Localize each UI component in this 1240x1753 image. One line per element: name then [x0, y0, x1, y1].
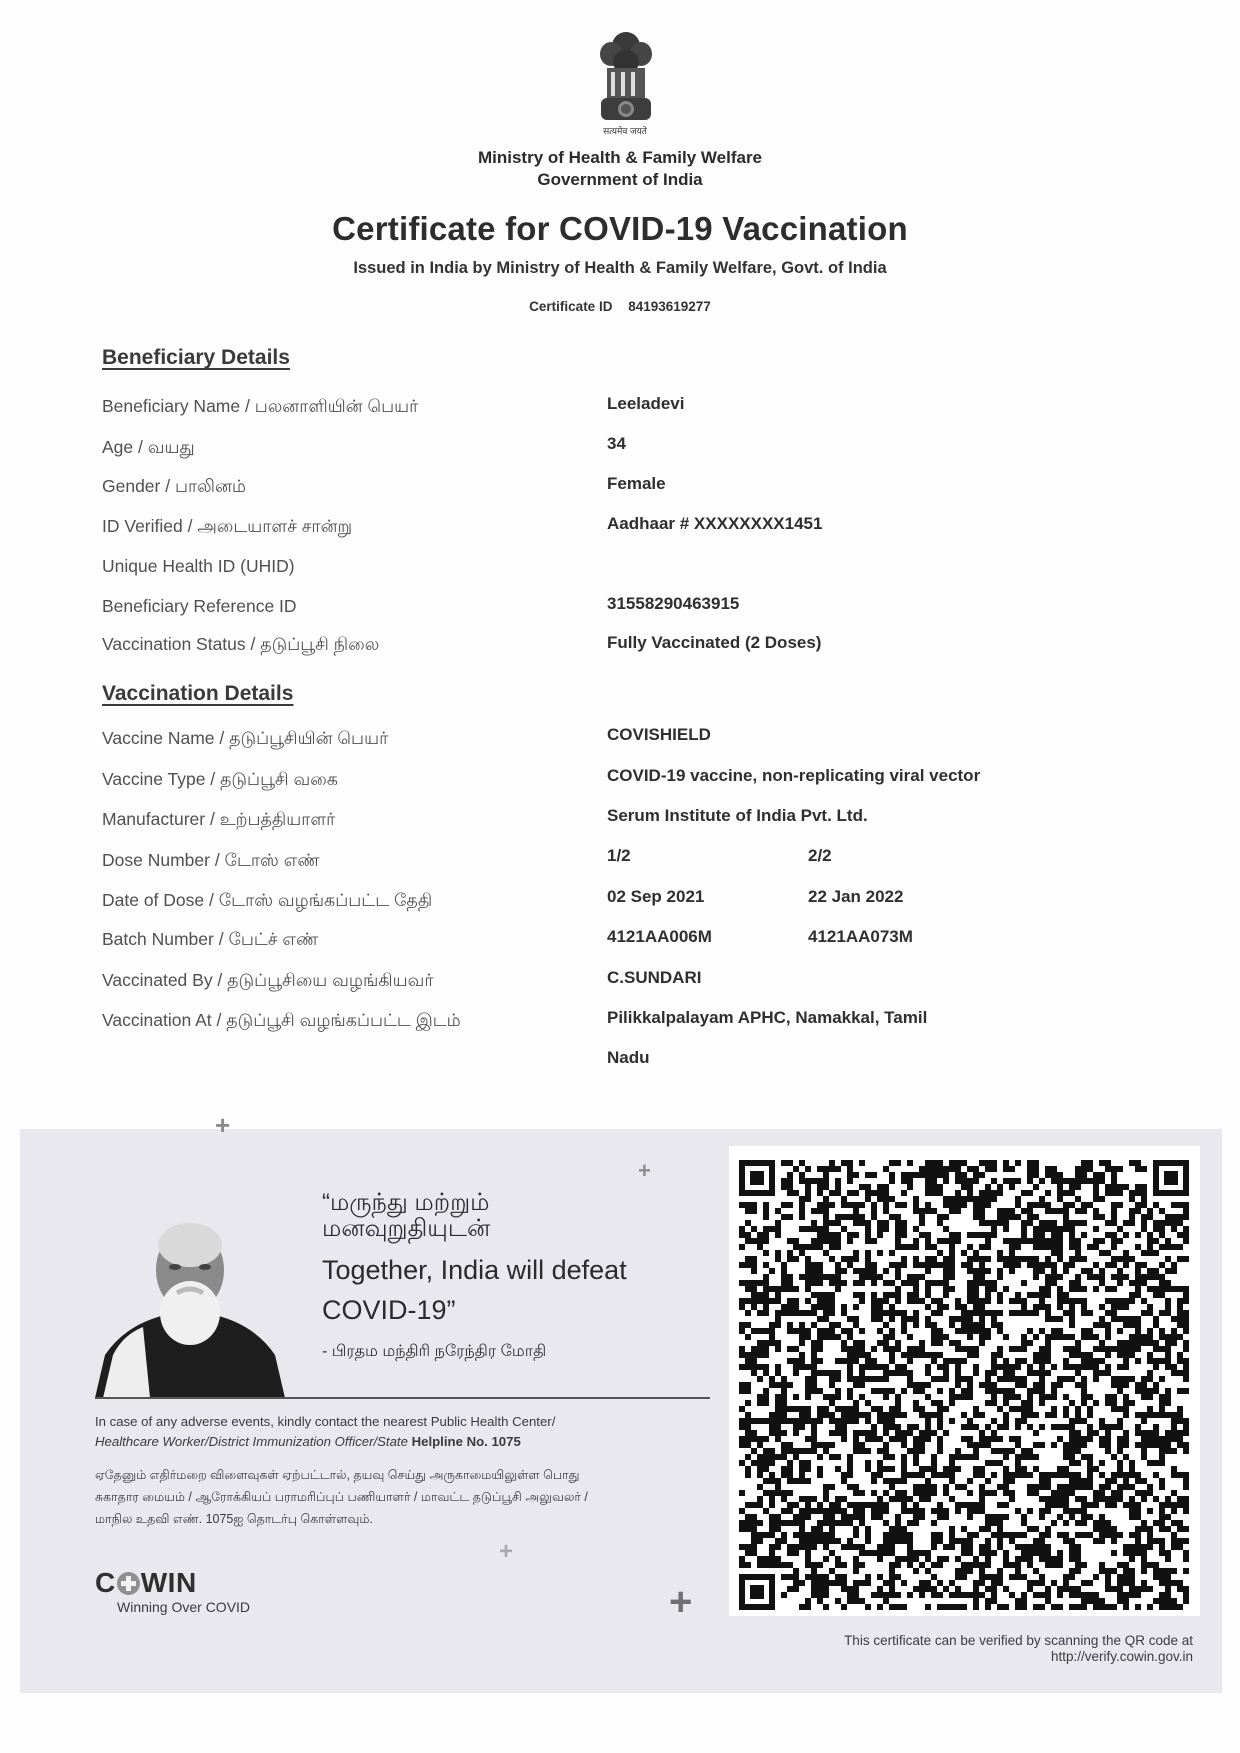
beneficiary-name-label: Beneficiary Name / பலனாளியின் பெயர்: [102, 396, 419, 416]
vaccination-at-label: Vaccination At / தடுப்பூசி வழங்கப்பட்ட இடம்: [102, 1010, 461, 1030]
cowin-logo-win: WIN: [140, 1567, 197, 1598]
certificate-id-label: Certificate ID: [529, 299, 613, 314]
dose-number-2-value: 2/2: [808, 846, 832, 865]
vaccine-type-label: Vaccine Type / தடுப்பூசி வகை: [102, 769, 338, 789]
quote-tamil: [322, 1190, 622, 1242]
adverse-ta-line1: ஏதேனும் எதிர்மறை விளைவுகள் ஏற்பட்டால், தயவு செய்து அருகாமையிலுள்ள பொது: [95, 1468, 580, 1482]
cowin-plus-circle-icon: [117, 1572, 140, 1595]
batch-number-2-value: 4121AA073M: [808, 927, 913, 946]
manufacturer-label: Manufacturer / உற்பத்தியாளர்: [102, 809, 336, 829]
adverse-events-tamil: [95, 1464, 715, 1530]
ministry-name: Ministry of Health & Family Welfare: [477, 148, 763, 167]
qr-code-icon: [739, 1160, 1189, 1610]
plus-decoration-icon: +: [499, 1538, 514, 1565]
id-verified-value: Aadhaar # XXXXXXXX1451: [607, 514, 823, 533]
age-value: 34: [607, 434, 626, 453]
certificate-title: Certificate for COVID-19 Vaccination: [332, 210, 908, 247]
quote-english-line2: COVID-19”: [322, 1295, 456, 1325]
dose-number-1-value: 1/2: [607, 846, 631, 865]
vaccination-at-value-line1: Pilikkalpalayam APHC, Namakkal, Tamil: [607, 1008, 928, 1027]
cowin-logo-c: C: [95, 1567, 116, 1598]
national-emblem-icon: [595, 28, 657, 128]
vaccination-details-heading: Vaccination Details: [102, 682, 294, 705]
beneficiary-name-value: Leeladevi: [607, 394, 685, 413]
beneficiary-details-heading: Beneficiary Details: [102, 346, 290, 369]
date-of-dose-1-value: 02 Sep 2021: [607, 887, 705, 906]
cowin-tagline: Winning Over COVID: [117, 1599, 251, 1615]
quote-attribution: - பிரதம மந்திரி நரேந்திர மோதி: [322, 1343, 547, 1360]
date-of-dose-2-value: 22 Jan 2022: [808, 887, 904, 906]
prime-minister-photo: [95, 1205, 285, 1398]
age-label: Age / வயது: [102, 437, 195, 457]
plus-decoration-icon: +: [669, 1580, 693, 1624]
adverse-en-line2: [95, 1432, 715, 1452]
vaccinated-by-label: Vaccinated By / தடுப்பூசியை வழங்கியவர்: [102, 970, 434, 990]
gender-value: Female: [607, 474, 666, 493]
beneficiary-reference-id-label: Beneficiary Reference ID: [102, 596, 297, 616]
vaccine-name-value: COVISHIELD: [607, 725, 711, 744]
vaccination-status-value: Fully Vaccinated (2 Doses): [607, 633, 822, 652]
adverse-ta-line2: சுகாதார மையம் / ஆரோக்கியப் பராமரிப்புப் பணியாளர் / மாவட்ட தடுப்பூசி அலுவலர் /: [95, 1490, 588, 1504]
quote-english-line1: Together, India will defeat: [322, 1255, 627, 1285]
adverse-en-line1: In case of any adverse events, kindly contact the nearest Public Health Center/: [95, 1414, 556, 1429]
id-verified-label: ID Verified / அடையாளச் சான்று: [102, 516, 353, 536]
verify-text: This certificate can be verified by scanning the QR code at: [844, 1633, 1193, 1648]
vaccine-type-value: COVID-19 vaccine, non-replicating viral vector: [607, 766, 981, 785]
vaccine-name-label: Vaccine Name / தடுப்பூசியின் பெயர்: [102, 728, 389, 748]
batch-number-1-value: 4121AA006M: [607, 927, 712, 946]
gender-label: Gender / பாலினம்: [102, 476, 246, 496]
verify-url[interactable]: http://verify.cowin.gov.in: [1050, 1649, 1193, 1664]
issued-by-text: Issued in India by Ministry of Health & Family Welfare, Govt. of India: [353, 259, 887, 277]
batch-number-label: Batch Number / பேட்ச் எண்: [102, 929, 319, 949]
adverse-ta-line3: மாநில உதவி எண். 1075ஐ தொடர்பு கொள்ளவும்.: [95, 1512, 373, 1526]
certificate-id-value: 84193619277: [628, 299, 711, 314]
cowin-logo: [95, 1567, 197, 1599]
government-name: Government of India: [537, 170, 703, 189]
plus-decoration-icon: +: [638, 1158, 651, 1183]
quote-tamil-line2: மனவுறுதியுடன்: [322, 1215, 491, 1242]
uhid-label: Unique Health ID (UHID): [102, 556, 295, 576]
verification-note: [844, 1633, 1193, 1665]
vaccination-at-value-line2: Nadu: [607, 1048, 650, 1067]
manufacturer-value: Serum Institute of India Pvt. Ltd.: [607, 806, 868, 825]
verification-qr-code: [729, 1146, 1200, 1616]
certificate-id: [0, 299, 1240, 314]
helpline-number: Helpline No. 1075: [411, 1434, 521, 1449]
adverse-en-contacts: Healthcare Worker/District Immunization Officer/State: [95, 1434, 408, 1449]
vaccinated-by-value: C.SUNDARI: [607, 968, 702, 987]
beneficiary-reference-id-value: 31558290463915: [607, 594, 740, 613]
footer-divider: [95, 1397, 710, 1399]
vaccination-status-label: Vaccination Status / தடுப்பூசி நிலை: [102, 634, 380, 654]
date-of-dose-label: Date of Dose / டோஸ் வழங்கப்பட்ட தேதி: [102, 890, 433, 910]
emblem-motto: सत्यमेव जयते: [603, 126, 647, 136]
dose-number-label: Dose Number / டோஸ் எண்: [102, 850, 320, 870]
plus-decoration-icon: +: [215, 1110, 231, 1140]
adverse-events-english: [95, 1412, 715, 1452]
quote-tamil-line1: “மருந்து மற்றும்: [322, 1189, 490, 1216]
quote-english: [322, 1250, 702, 1330]
